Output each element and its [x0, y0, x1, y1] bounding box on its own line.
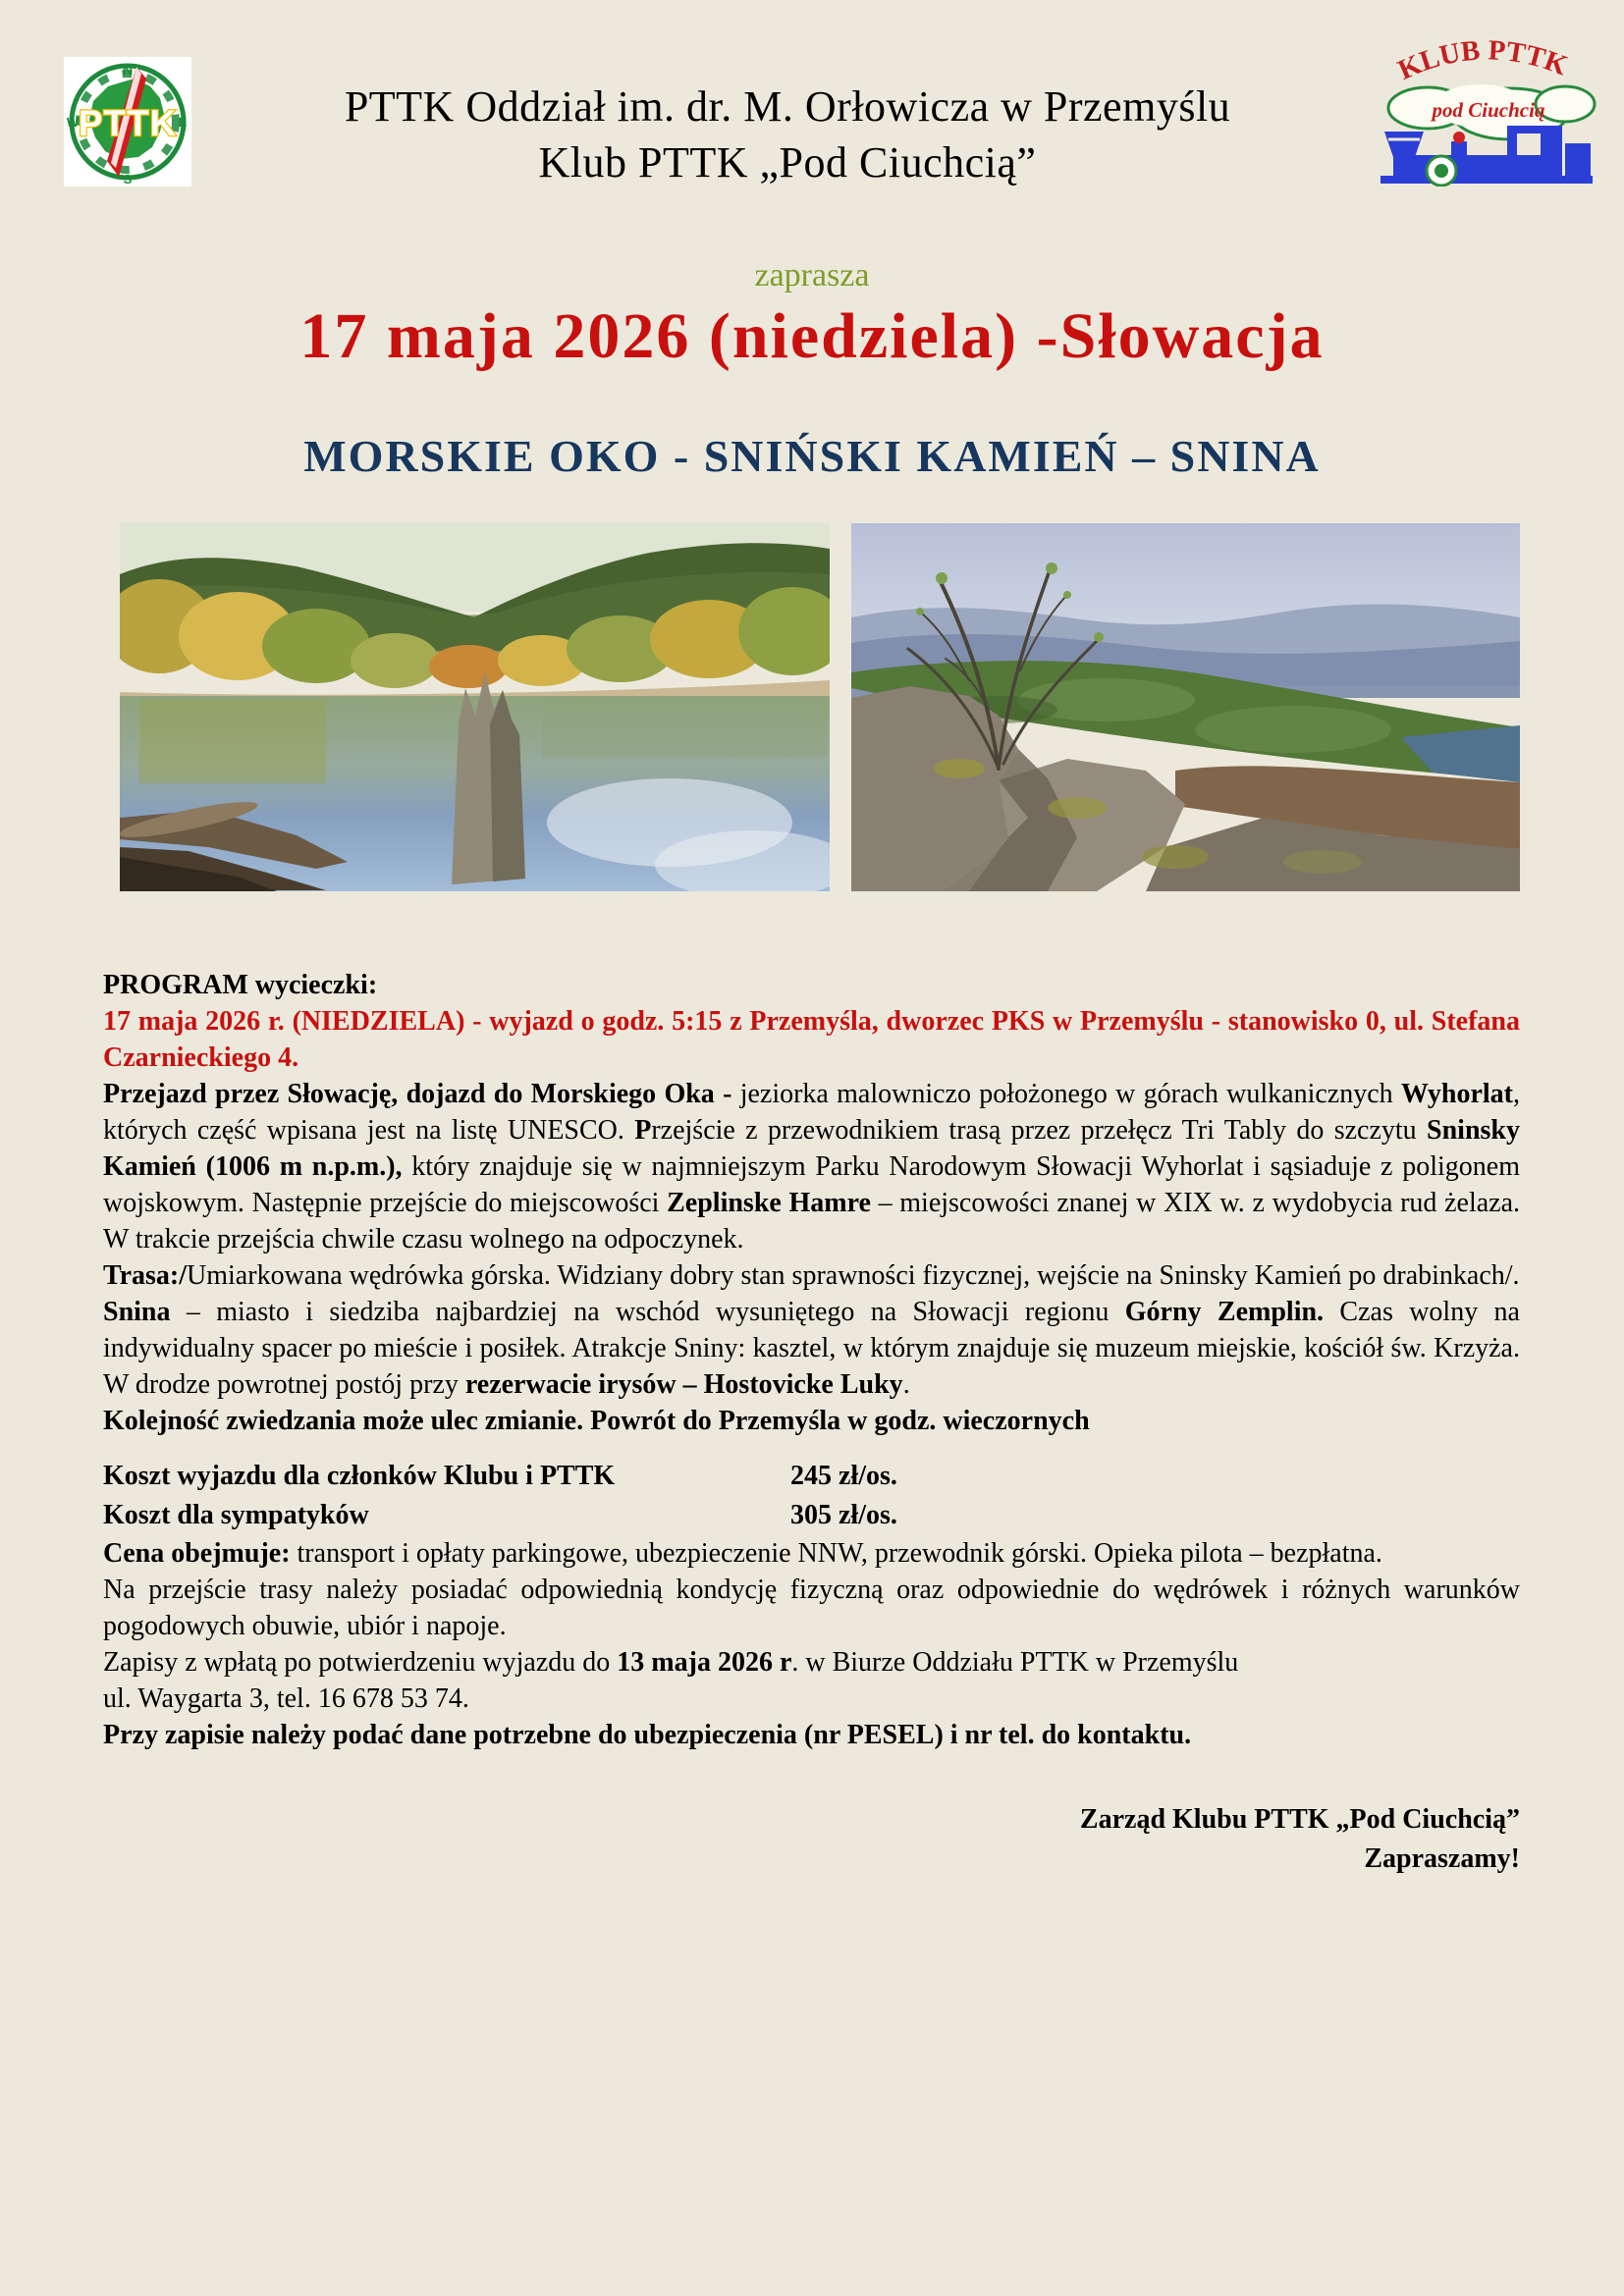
signature-org: Zarząd Klubu PTTK „Pod Ciuchcią” [1079, 1804, 1520, 1835]
compass-s-label: S [123, 172, 133, 187]
trip-description: Przejazd przez Słowację, dojazd do Morskiego Oka - jeziorka malowniczo położonego w górach wulkanicznych Wyhorlat, których część wpisana jest na listę UNESCO. Przejście z przewodnikiem trasą przez przełęcz Tri Tably do szczytu Sninsky Kamień (1006 m n.p.m.), który znajduje się w najmniejszym Parku Narodowym Słowacji Wyhorlat i sąsiaduje z poligonem wojskowym. Następnie przejście do miejscowości Zeplinske Hamre – miejscowości znanej w XIX w. z wydobycia rud żelaza. W trakcie przejścia chwile czasu wolnego na odpoczynek. [103, 1079, 1521, 1255]
route-info: Trasa:/Umiarkowana wędrówka górska. Widziany dobry stan sprawności fizycznej, wejście na Sninsky Kamień po drabinkach/. [103, 1260, 1520, 1291]
org-name-line2: Klub PTTK „Pod Ciuchcią” [538, 138, 1037, 187]
signup-info: Zapisy z wpłatą po potwierdzeniu wyjazdu do 13 maja 2026 r. w Biurze Oddziału PTTK w Przemyślu ul. Waygarta 3, tel. 16 678 53 74. Przy zapisie należy podać dane potrzebne do ubezpieczenia (nr PESEL) i nr tel. do kontaktu. [103, 1647, 1239, 1750]
klub-pttk-train-logo [1363, 22, 1598, 187]
org-header [206, 79, 1369, 190]
cost-label: Koszt dla sympatyków [103, 1500, 369, 1530]
lake-photo [120, 523, 830, 891]
signature-block [103, 1800, 1520, 1879]
departure-info: 17 maja 2026 r. (NIEDZIELA) - wyjazd o godz. 5:15 z Przemyśla, dworzec PKS w Przemyślu - stanowisko 0, ul. Stefana Czarnieckiego 4. [103, 1006, 1520, 1073]
compass-w-label: W [66, 115, 80, 130]
cost-row-supporters [103, 1496, 1520, 1535]
cost-row-members [103, 1457, 1520, 1496]
order-note: Kolejność zwiedzania może ulec zmianie. Powrót do Przemyśla w godz. wieczornych [103, 1406, 1090, 1436]
program-heading: PROGRAM wycieczki: [103, 970, 378, 1000]
compass-e-label: E [178, 115, 188, 130]
cost-price: 245 zł/os. [790, 1461, 897, 1491]
cost-price: 305 zł/os. [790, 1500, 897, 1530]
snina-info: Snina – miasto i siedziba najbardziej na wschód wysuniętego na Słowacji regionu Górny Zemplin. Czas wolny na indywidualny spacer po mieście i posiłek. Atrakcje Sniny: kasztel, w którym znajduje się muzeum miejskie, kościół św. Krzyża. W drodze powrotnej postój przy rezerwacie irysów – Hostovicke Luky. [103, 1297, 1520, 1400]
trip-title: 17 maja 2026 (niedziela) -Słowacja [299, 300, 1325, 372]
costs-table [103, 1457, 1520, 1535]
train-logo-icon [1363, 22, 1598, 187]
trip-route-subtitle: MORSKIE OKO - SNIŃSKI KAMIEŃ – SNINA [303, 431, 1321, 481]
cost-label: Koszt wyjazdu dla członków Klubu i PTTK [103, 1461, 616, 1491]
photo-strip [120, 523, 1520, 891]
pttk-compass-logo [64, 57, 191, 187]
org-name-line1: PTTK Oddział im. dr. M. Orłowicza w Przemyślu [344, 82, 1231, 131]
steam-cloud-icon [1388, 84, 1595, 139]
compass-icon [64, 57, 191, 187]
summit-view-photo [851, 523, 1520, 891]
invite-text: zaprasza [754, 257, 870, 294]
pttk-logo-label: PTTK [78, 103, 178, 143]
flyer-body [103, 967, 1520, 1879]
fitness-note: Na przejście trasy należy posiadać odpowiednią kondycję fizyczną oraz odpowiednie do wędrówek i różnych warunków pogodowych obuwie, ubiór i napoje. [103, 1575, 1520, 1641]
price-includes: Cena obejmuje: transport i opłaty parkingowe, ubezpieczenie NNW, przewodnik górski. Opieka pilota – bezpłatna. [103, 1538, 1382, 1569]
klub-cloud-subtitle: pod Ciuchcią [1432, 98, 1545, 122]
compass-n-label: N [122, 62, 134, 78]
signature-invite: Zapraszamy! [1364, 1843, 1520, 1874]
klub-arc-title: KLUB PTTK [1393, 34, 1572, 86]
